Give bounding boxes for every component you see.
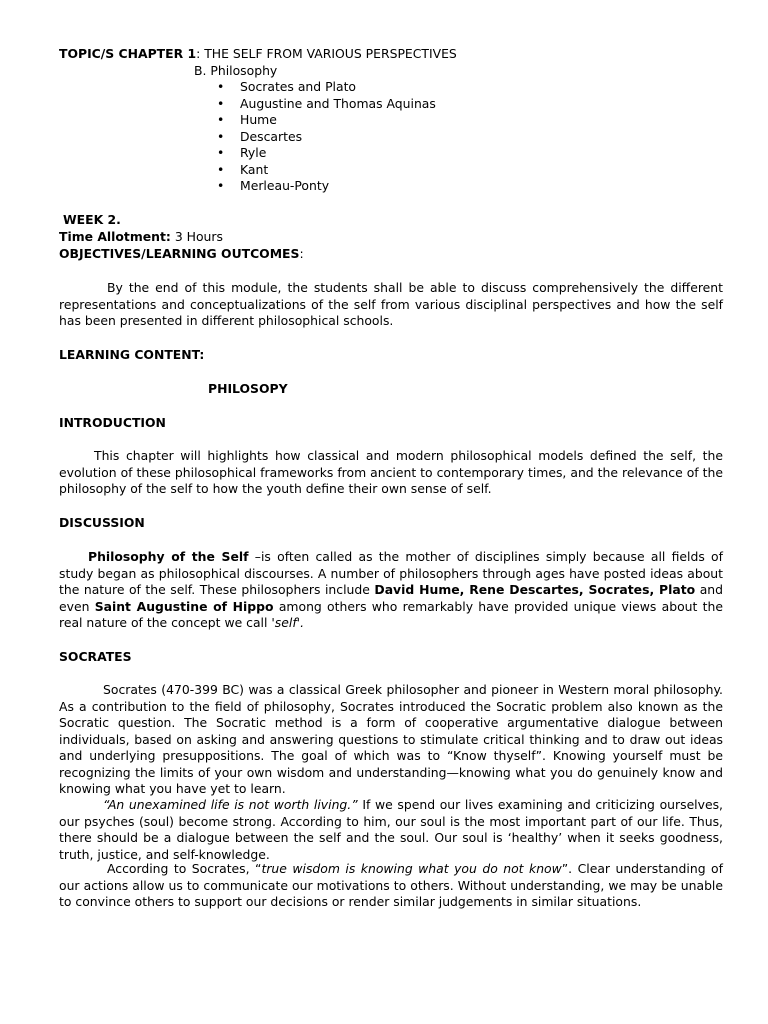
topic-bullet-item [217,112,436,129]
self-word: 'self'. [271,615,305,630]
bullet-glyph: • [217,161,225,177]
topic-bullet-item [217,145,436,162]
bullet-label: Augustine and Thomas Aquinas [240,95,436,111]
subtopic: B. Philosophy [194,63,278,78]
term-philosophy-of-the-self: Philosophy of the Self [88,549,249,564]
topic-bullet-item [217,178,436,195]
bullet-label: Descartes [240,128,303,144]
topic-label: TOPIC/S CHAPTER 1 [59,46,197,61]
time-allotment-value: 3 Hours [170,229,223,244]
bullet-glyph: • [217,178,225,193]
topic-title: THE SELF FROM VARIOUS PERSPECTIVES [204,46,457,61]
bullet-label: Ryle [240,145,267,160]
topic-bullet-item [217,162,436,179]
introduction-paragraph: This chapter will highlights how classical and modern philosophical models defined the self, the evolution of these philosophical frameworks from ancient to contemporary times, and the relevance of the philosophy of the self to how the youth define their own sense of self. [59,448,723,496]
discussion-paragraph: Philosophy of the Self –is often called as the mother of disciplines simply because all fields of study began as philosophical discourses. A number of philosophers through ages have posted ideas about the nature of the self. These philosophers include David Hume, Rene Descartes, Socrates, Plato and even Saint Augustine of Hippo among others who remarkably have provided unique views about the real nature of the concept we call 'self'. [59,549,723,630]
learning-content-heading: LEARNING CONTENT: [59,347,205,362]
bullet-glyph: • [217,145,225,160]
socrates-paragraph-3: According to Socrates, “true wisdom is knowing what you do not know”. Clear understanding of our actions allow us to communicate our motivations to others. Without understanding, we may be unable to convince others to support our decisions or render similar judgements in similar situations. [59,861,723,909]
time-allotment-label: Time Allotment: [59,229,171,244]
time-allotment [59,229,723,246]
bullet-glyph: • [217,112,225,127]
discussion-heading: DISCUSSION [59,515,145,530]
topic-bullet-item [217,79,436,96]
bullet-glyph: • [217,128,225,144]
topic-bullet-item [217,96,436,113]
quote-true-wisdom: true wisdom is knowing what you do not know [261,861,562,876]
socrates-heading: SOCRATES [59,649,132,664]
bullet-label: Merleau-Ponty [240,178,330,193]
bullet-label: Hume [240,112,277,127]
section-title: PHILOSOPY [208,381,288,396]
quote-unexamined-life: “An unexamined life is not worth living.” [103,797,358,812]
philosopher-names: David Hume, Rene Descartes, Socrates, Plato [374,582,696,597]
saint-augustine-name: Saint Augustine of Hippo [94,598,274,614]
introduction-heading: INTRODUCTION [59,415,166,430]
objectives-heading: OBJECTIVES/LEARNING OUTCOMES: [59,246,304,261]
bullet-glyph: • [217,95,225,111]
socrates-paragraph-1: Socrates (470-399 BC) was a classical Greek philosopher and pioneer in Western moral philosophy. As a contribution to the field of philosophy, Socrates introduced the Socratic problem also known as the Socratic question. The Socratic method is a form of cooperative argumentative dialogue between individuals, based on asking and answering questions to stimulate critical thinking and to draw out ideas and underlying presuppositions. The goal of which was to “Know thyself”. Knowing yourself must be recognizing the limits of your own wisdom and understanding—knowing what you do genuinely know and knowing what you have yet to learn. [59,682,723,796]
bullet-glyph: • [217,79,225,94]
topic-line [59,46,723,63]
objectives-paragraph: By the end of this module, the students shall be able to discuss comprehensively the different representations and conceptualizations of the self from various disciplinal perspectives and how the self has been presented in different philosophical schools. [59,280,723,328]
socrates-paragraph-2: “An unexamined life is not worth living.” If we spend our lives examining and criticizing ourselves, our psyches (soul) become strong. According to him, our soul is the most important part of our life. Thus, there should be a dialogue between the self and the soul. Our soul is ‘healthy’ when it seeks goodness, truth, justice, and self-knowledge. [59,797,723,862]
topic-separator: : [196,46,205,61]
topic-bullet-item [217,129,436,146]
topic-bullet-list [217,79,436,195]
bullet-label: Socrates and Plato [240,79,357,94]
week-label: WEEK 2. [63,212,121,227]
bullet-label: Kant [240,161,269,177]
